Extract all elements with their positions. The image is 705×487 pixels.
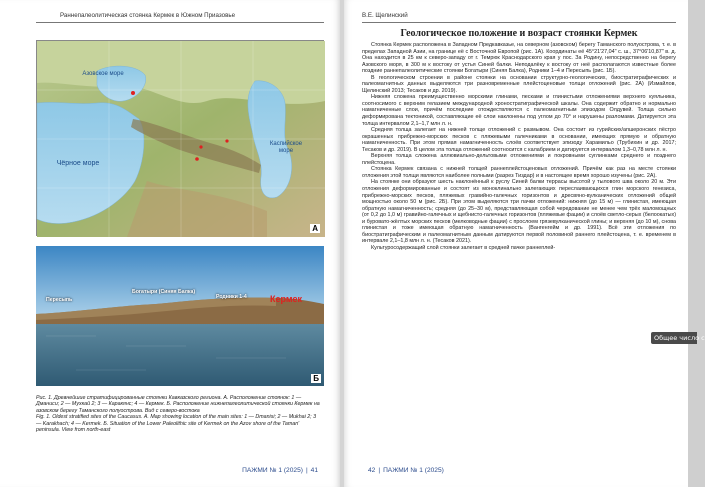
left-footer-journal: ПАЖМИ № 1 (2025) <box>242 467 303 474</box>
map-figure <box>36 40 324 236</box>
article-heading: Геологическое положение и возраст стоянки Кермек <box>400 28 638 39</box>
paragraph: Верхняя толща сложена аллювиально-дельтовыми отложениями и покровными суглинками среднего и позднего плейстоцена. <box>362 153 676 166</box>
paragraph: Культуросодержащий слой стоянки залегает в средней пачке раннеплей- <box>371 244 556 251</box>
left-running-head: Раннепалеолитическая стоянка Кермек в Южном Приазовье <box>60 12 236 19</box>
paragraph: На стоянке они образуют шесть наклонённый к руслу Синей балки террасы высотой у тылового шва около 20 м. Эти отложения деформированные и состоят из моноклинально залегающих переслаивающихся глин морского генезиса, прибрежно-морских песков, пляжевых гравийно-галечных горизонтов и дресвяно-вулканических отложений общей мощностью около 50 м (рис. 2Б). При этом выделяются три пачки отложений: нижняя (до 15 м) — глинистая, имеющая обратную намагниченность; средняя (до 25–30 м), представляющая собой чередование не менее чем трёх маломощных (от 0,2 до 1,0 м) гравийно-галечных и щебнисто-галечных горизонтов (пляжевые фации) и слоёв светло-серых (белоокатых) и буровато-жёлтых морских песков (мелководные фации) с прослоем грязевулканической глины; и верхняя (до 10 м), снова глинистая и тоже имеющая обратную намагниченность (Вангенгейм и др. 1991). Всё эти отложения по биостратиграфическим и палеомагнитным данным датируются первой половиной раннего плейстоцена, т. е. временем в интервале 2,1–1,8 млн л. н. (Тесаков 2021). <box>362 179 676 245</box>
right-footer-page: 42 <box>368 467 376 474</box>
label-caspian-sea: Каспийское море <box>269 141 303 154</box>
paragraph: Средняя толща залегает на нижней толще отложений с размывом. Она состоит из гурийских/апшеронских пёстро окрашенных прибрежно-морских песков с пляжевыми галечниками в основании, имеющих прямую и обратную намагниченность. При этом прямая намагниченность слоёв соответствует эпизоду Харамильо (Трубихин и др. 2017; Тесаков и др. 2019). В целом эта толща отложений соотносится с калабрием и датируется интервалом 1,3–0,78 млн л. н. <box>362 127 676 153</box>
photo-figure <box>36 246 324 386</box>
map-letter: А <box>312 224 318 233</box>
right-page <box>344 0 688 487</box>
paragraph: В геологическом строении в районе стоянки на основании структурно-геологических, биостратиграфических и палеомагнитных данных выделяются три разновременные плейстоценовые толщи отложений (рис. 2А) (Измайлов, Щелинский 2013; Тесаков и др. 2019). <box>362 74 676 94</box>
sea-water <box>36 324 324 386</box>
word-count-tooltip: Общее число с <box>651 332 697 344</box>
left-header-rule <box>36 22 324 23</box>
site-marker-mukhkai <box>225 139 228 142</box>
site-marker-kermek <box>131 91 135 95</box>
article-body <box>362 42 676 252</box>
left-page <box>0 0 340 487</box>
right-footer: 42 | ПАЖМИ № 1 (2025) <box>368 467 444 474</box>
paragraph: Нижняя сложена преимущественно морскими глинами, песками и глинистыми отложениями верхнего куяльника, соотносимого с верхним гелазием международной хроностратиграфической шкалы. Она содержит обратно и нормально намагниченные слои, причём последние отождествляются с палеомагнитным эпизодом Олдувей. Толща сильно деформирована тектоникой, составляющие её слои наклонены под углом до 70° и нарушены разломами. Датируется эта толща интервалом 2,1–1,7 млн л. н. <box>362 94 676 127</box>
caption-en: Fig. 1. Oldest stratified sites of the Caucasus. A. Map showing location of the main sites: 1 — Dmanisi; 2 — Mukhai 2; 3 — Karakhach; 4 — Kermek. Б. Situation of the Lower Paleolithic site of Kermek on the Azov shore of the Taman' peninsula. View from north-east <box>36 414 317 434</box>
left-footer-page: 41 <box>310 467 318 474</box>
site-marker-karakhach <box>199 145 202 148</box>
label-rodniki: Родники 1-4 <box>216 294 247 300</box>
left-footer: ПАЖМИ № 1 (2025) | 41 <box>242 467 318 474</box>
photo-letter: Б <box>313 374 319 383</box>
right-header-rule <box>362 22 676 23</box>
label-black-sea: Чёрное море <box>56 160 100 167</box>
paragraph: Стоянка Кермек связана с нижней толщей раннеплейстоценовых отложений. Причём как раз на месте стоянки отложения этой толщи являются наиболее полными (разрез Тиздар) и в настоящее время хорошо изучены (рис. 2А). <box>362 166 676 179</box>
photo-graphic <box>36 246 324 386</box>
right-running-head: В.Е. Щелинский <box>362 12 408 19</box>
label-peresyp: Пересыпь <box>46 297 73 303</box>
site-marker-dmanisi <box>195 157 199 161</box>
label-kermek: Кермек <box>270 294 303 304</box>
label-azov-sea: Азовское море <box>82 71 124 77</box>
caption-ru: Рис. 1. Древнейшие стратифицированные стоянки Кавказского региона. А. Расположение стоянок: 1 — Дманиси; 2 — Мухкай 2; 3 — Каракянс; 4 — Кермек. Б. Расположение нижнепалеолитической стоянки Кермек на азовском берегу Таманского полуострова. Вид с северо-востока <box>36 395 320 414</box>
figure-caption <box>36 395 322 433</box>
paragraph: Стоянка Кермек расположена в Западном Предкавказье, на северном (азовском) берегу Таманского полуострова, т. е. в пределах Западной Азии, на границе её с Восточной Европой (рис. 1А). Координаты её 45°21'27,04" с. ш., 37°06'10,87" в. д. Она находится в 25 км к северо-западу от г. Темрюк Краснодарского края у пос. За Родину, непосредственно на берегу Азовского моря, в 300 м к востоку от устья Синей балки. Неподалёку к востоку от неё располагаются известные более поздние раннепалеолитические стоянки Богатыри (Синяя Балка), Родники 1–4 и Пересыпь (рис. 1Б). <box>362 42 676 75</box>
right-footer-journal: ПАЖМИ № 1 (2025) <box>383 467 444 474</box>
label-bogatyri: Богатыри (Синяя Балка) <box>132 289 196 295</box>
